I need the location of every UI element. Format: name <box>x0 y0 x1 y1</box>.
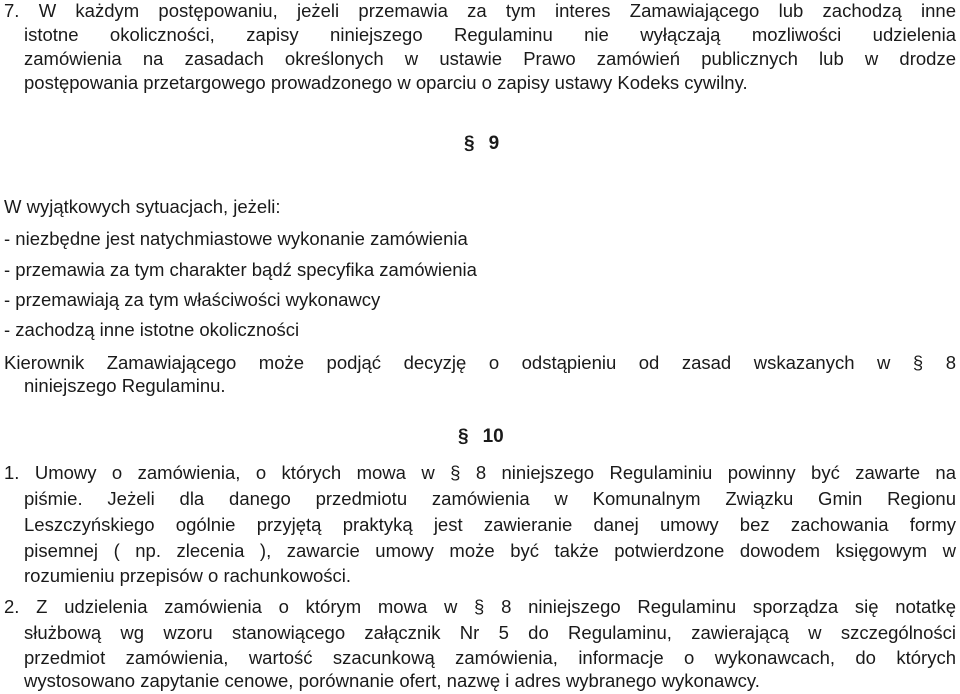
section-10-heading <box>458 424 504 450</box>
list-item: - zachodzą inne istotne okoliczności <box>4 319 300 340</box>
section-9-closing-line: niniejszego Regulaminu. <box>24 375 226 396</box>
section-symbol: § <box>458 426 469 447</box>
section-10-point-1-line: pisemnej ( np. zlecenia ), zawarcie umowy może być także potwierdzone dowodem księgowym w <box>24 540 956 561</box>
section-9-intro: W wyjątkowych sytuacjach, jeżeli: <box>4 196 281 217</box>
section-number: 9 <box>488 133 500 154</box>
section-10-point-1-line: piśmie. Jeżeli dla danego przedmiotu zamówienia w Komunalnym Związku Gmin Regionu <box>24 488 956 509</box>
list-item: - przemawia za tym charakter bądź specyfika zamówienia <box>4 259 477 280</box>
section-9-closing-line: Kierownik Zamawiającego może podjąć decyzję o odstąpieniu od zasad wskazanych w § 8 <box>4 352 956 373</box>
section-10-point-2-line: przedmiot zamówienia, wartość szacunkową zamówienia, informacje o wykonawcach, do których <box>24 647 956 668</box>
section-10-point-1-line: Leszczyńskiego ogólnie przyjętą praktyką jest zawieranie danej umowy bez zachowania formy <box>24 514 956 535</box>
section-symbol: § <box>464 133 475 154</box>
section-number: 10 <box>482 426 504 447</box>
section-10-point-1-line: rozumieniu przepisów o rachunkowości. <box>24 565 351 586</box>
section-10-point-2-line: służbową wg wzoru stanowiącego załącznik Nr 5 do Regulaminu, zawierającą w szczególności <box>24 622 956 643</box>
section-9-heading <box>464 131 499 157</box>
paragraph-7-line: 7. W każdym postępowaniu, jeżeli przemawia za tym interes Zamawiającego lub zachodzą inne <box>4 0 956 21</box>
list-item: - przemawiają za tym właściwości wykonawcy <box>4 289 381 310</box>
paragraph-7-line: istotne okoliczności, zapisy niniejszego Regulaminu nie wyłączają mozliwości udzielenia <box>24 24 956 45</box>
paragraph-7-line: postępowania przetargowego prowadzonego w oparciu o zapisy ustawy Kodeks cywilny. <box>24 72 748 93</box>
section-10-point-2-line: 2. Z udzielenia zamówienia o którym mowa w § 8 niniejszego Regulaminu sporządza się notatkę <box>4 596 956 617</box>
section-10-point-2-line: wystosowano zapytanie cenowe, porównanie ofert, nazwę i adres wybranego wykonawcy. <box>24 670 760 691</box>
paragraph-7-line: zamówienia na zasadach określonych w ustawie Prawo zamówień publicznych lub w drodze <box>24 48 956 69</box>
list-item: - niezbędne jest natychmiastowe wykonanie zamówienia <box>4 228 468 249</box>
section-10-point-1-line: 1. Umowy o zamówienia, o których mowa w § 8 niniejszego Regulaminiu powinny być zawarte na <box>4 462 956 483</box>
